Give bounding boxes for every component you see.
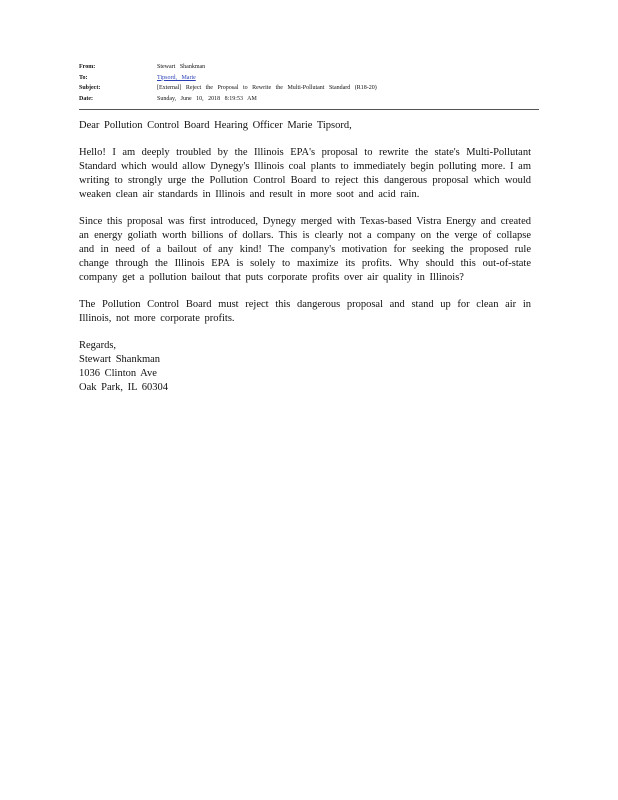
header-divider [79, 109, 539, 110]
body-paragraph-3: The Pollution Control Board must reject this dangerous proposal and stand up for clean air in Illinois, not more corporate profits. [79, 299, 531, 324]
signature-address-line-1: 1036 Clinton Ave [79, 368, 157, 379]
signature-closing: Regards, [79, 340, 117, 351]
salutation: Dear Pollution Control Board Hearing Officer Marie Tipsord, [79, 120, 352, 131]
email-header [79, 62, 539, 104]
from-value: Stewart Shankman [157, 64, 206, 70]
signature-name: Stewart Shankman [79, 354, 161, 365]
date-row [79, 94, 539, 105]
to-row [79, 73, 539, 84]
signature-block [79, 339, 531, 395]
subject-value: [External] Reject the Proposal to Rewrite the Multi-Pollutant Standard (R18-20) [157, 85, 377, 91]
subject-row [79, 83, 539, 94]
to-value-link[interactable]: Tipsord, Marie [157, 74, 196, 81]
to-label: To: [79, 74, 88, 81]
date-label: Date: [79, 95, 93, 102]
from-row [79, 62, 539, 73]
body-paragraph-1: Hello! I am deeply troubled by the Illinois EPA's proposal to rewrite the state's Multi-Pollutant Standard which would allow Dynegy's Illinois coal plants to immediately begin polluting more. I am writing to strongly urge the Pollution Control Board to reject this dangerous proposal which would weaken clean air standards in Illinois and result in more soot and acid rain. [79, 147, 531, 200]
from-label: From: [79, 64, 96, 70]
signature-address-line-2: Oak Park, IL 60304 [79, 382, 169, 393]
date-value: Sunday, June 10, 2018 8:19:53 AM [157, 95, 257, 102]
email-body [79, 119, 531, 395]
body-paragraph-2: Since this proposal was first introduced, Dynegy merged with Texas-based Vistra Energy and created an energy goliath worth billions of dollars. This is clearly not a company on the verge of collapse and in need of a bailout of any kind! The company's motivation for seeking the proposed rule change through the Illinois EPA is solely to maximize its profits. Why should this out-of-state company get a pollution bailout that puts corporate profits over air quality in Illinois? [79, 216, 531, 283]
subject-label: Subject: [79, 85, 101, 91]
